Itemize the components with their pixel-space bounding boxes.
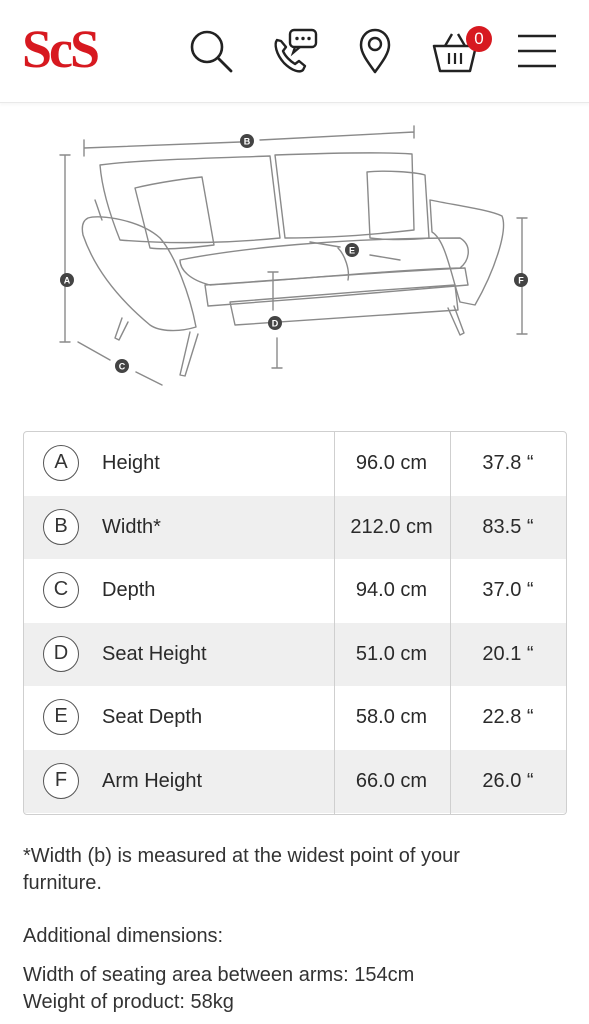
additional-dimension-line: Width of seating area between arms: 154cm: [23, 964, 415, 986]
search-icon[interactable]: [186, 26, 236, 76]
additional-dimension-line: Weight of product: 58kg: [23, 991, 234, 1013]
dimension-name: Seat Height: [102, 642, 207, 665]
dimension-letter-badge: E: [43, 699, 79, 735]
dimension-name: Height: [102, 452, 160, 474]
diagram-label-e: E: [348, 245, 356, 256]
sofa-dimension-diagram: [40, 120, 560, 390]
dimension-name: Depth: [102, 579, 156, 601]
dimension-name: Width*: [102, 515, 161, 538]
dimension-cm: 94.0 cm: [355, 579, 428, 601]
scs-logo[interactable]: ScS: [22, 19, 98, 79]
chat-phone-icon[interactable]: [268, 26, 318, 76]
column-divider: [334, 432, 335, 814]
dimension-letter-badge: D: [43, 636, 79, 672]
dimension-letter-badge: B: [43, 509, 79, 545]
dimension-name: Arm Height: [102, 769, 203, 792]
dimension-letter-badge: F: [43, 763, 79, 799]
table-row: [24, 432, 566, 496]
table-row: [24, 750, 566, 814]
dimension-inch: 83.5 “: [482, 515, 534, 538]
location-pin-icon[interactable]: [350, 26, 400, 76]
additional-dimensions-title: Additional dimensions:: [23, 925, 224, 947]
diagram-label-c: C: [118, 361, 126, 372]
diagram-label-d: D: [271, 318, 279, 329]
site-header: [0, 0, 589, 103]
dimension-cm: 66.0 cm: [355, 769, 428, 792]
table-row: [24, 623, 566, 687]
dimension-cm: 58.0 cm: [355, 706, 428, 728]
dimension-inch: 26.0 “: [482, 769, 534, 792]
dimension-letter-badge: C: [43, 572, 79, 608]
table-row: [24, 559, 566, 623]
dimension-letter-badge: A: [43, 445, 79, 481]
dimension-cm: 212.0 cm: [350, 515, 433, 538]
table-row: [24, 686, 566, 750]
dimension-name: Seat Depth: [102, 706, 203, 728]
table-row: [24, 496, 566, 560]
dimension-inch: 22.8 “: [482, 706, 534, 728]
diagram-label-a: A: [63, 275, 71, 286]
dimension-cm: 51.0 cm: [355, 642, 428, 665]
dimension-cm: 96.0 cm: [355, 452, 428, 474]
column-divider: [450, 432, 451, 814]
diagram-label-b: B: [243, 136, 251, 147]
width-footnote: *Width (b) is measured at the widest point of your furniture.: [23, 845, 460, 894]
dimensions-table: [23, 431, 567, 815]
dimension-inch: 37.0 “: [482, 579, 534, 601]
menu-icon[interactable]: [512, 26, 562, 76]
dimension-inch: 37.8 “: [482, 452, 534, 474]
basket-count-badge: 0: [466, 26, 492, 52]
dimension-inch: 20.1 “: [482, 642, 534, 665]
diagram-label-f: F: [518, 275, 524, 286]
